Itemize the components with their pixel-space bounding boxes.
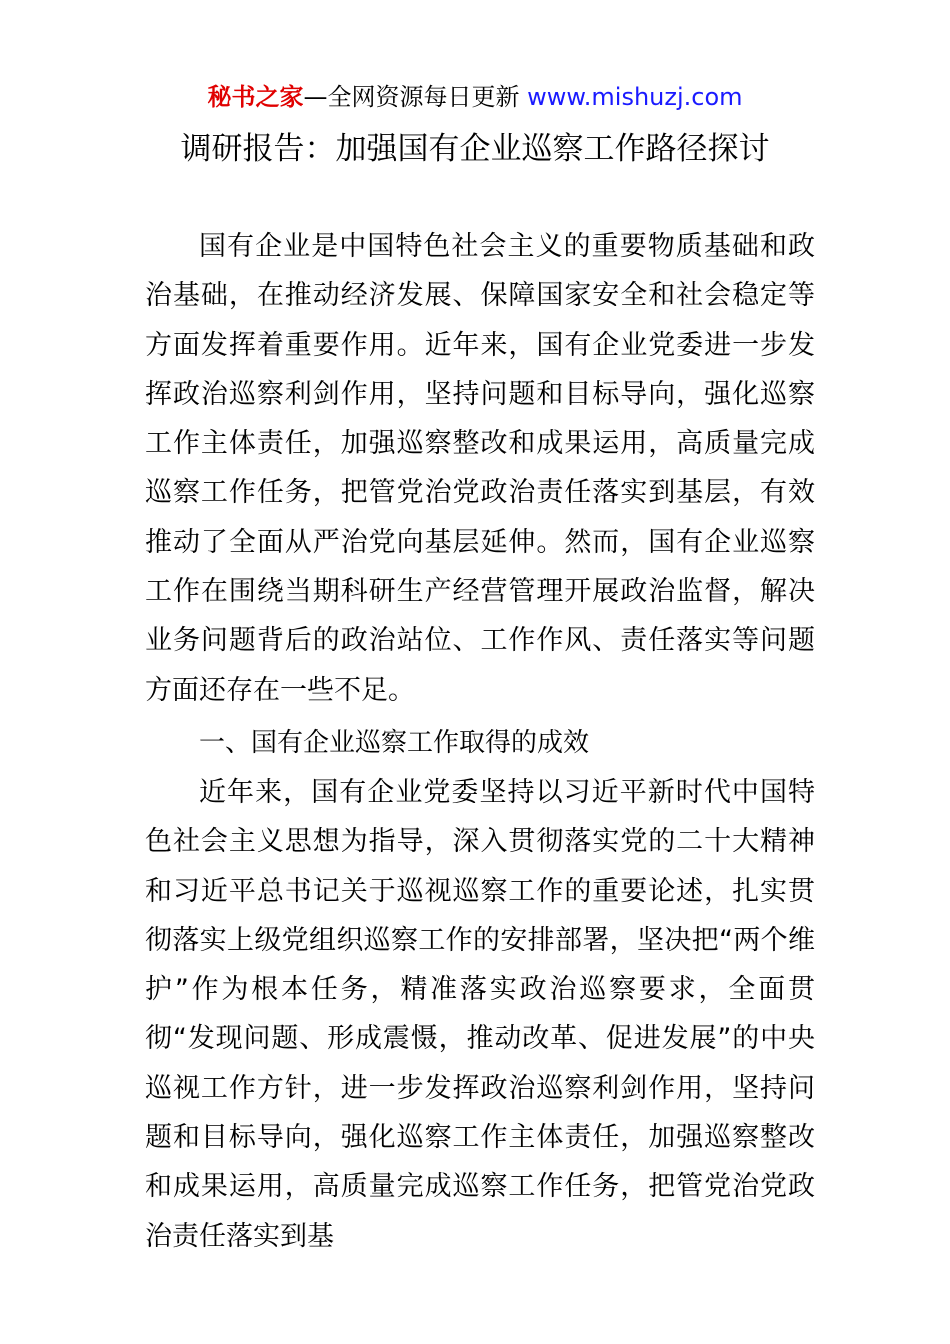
site-url-link[interactable]: www.mishuzj.com [527, 83, 743, 111]
paragraph-achievements: 近年来，国有企业党委坚持以习近平新时代中国特色社会主义思想为指导，深入贯彻落实党的二十大精神和习近平总书记关于巡视巡察工作的重要论述，扎实贯彻落实上级党组织巡察工作的安排部署，坚决把“两个维护”作为根本任务，精准落实政治巡察要求，全面贯彻“发现问题、形成震慑，推动改革、促进发展”的中央巡视工作方针，进一步发挥政治巡察利剑作用，坚持问题和目标导向，强化巡察工作主体责任，加强巡察整改和成果运用，高质量完成巡察工作任务，把管党治党政治责任落实到基 [145, 777, 815, 1252]
site-header [0, 80, 950, 114]
site-tagline: —全网资源每日更新 [303, 83, 528, 111]
site-brand: 秘书之家 [207, 83, 304, 111]
section-heading: 一、国有企业巡察工作取得的成效 [199, 728, 590, 758]
paragraph-intro: 国有企业是中国特色社会主义的重要物质基础和政治基础，在推动经济发展、保障国家安全和社会稳定等方面发挥着重要作用。近年来，国有企业党委进一步发挥政治巡察利剑作用，坚持问题和目标导向，强化巡察工作主体责任，加强巡察整改和成果运用，高质量完成巡察工作任务，把管党治党政治责任落实到基层，有效推动了全面从严治党向基层延伸。然而，国有企业巡察工作在围绕当期科研生产经营管理开展政治监督，解决业务问题背后的政治站位、工作作风、责任落实等问题方面还存在一些不足。 [145, 231, 815, 706]
document-title: 调研报告：加强国有企业巡察工作路径探讨 [180, 131, 770, 167]
